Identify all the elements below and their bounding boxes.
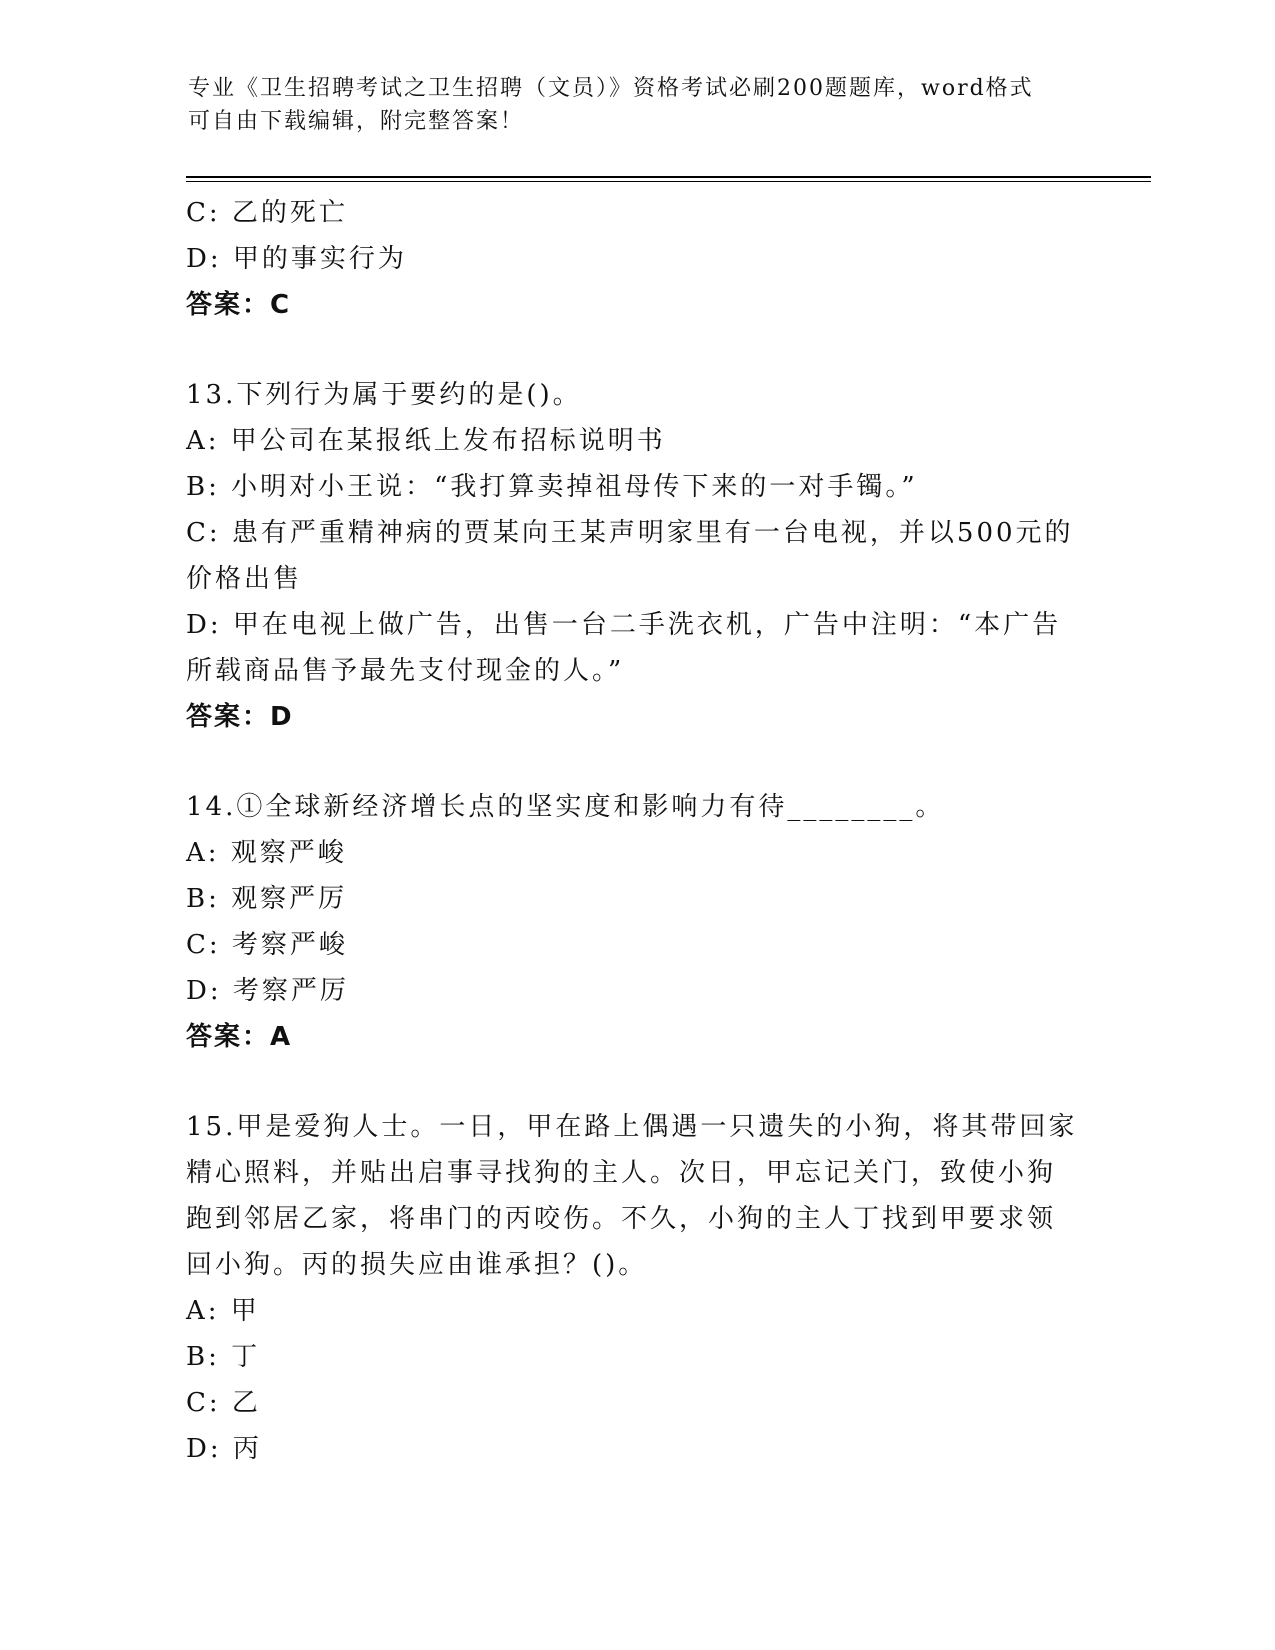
question-stem-continued: 精心照料，并贴出启事寻找狗的主人。次日，甲忘记关门，致使小狗: [186, 1158, 1057, 1188]
option-a: A: 观察严峻: [186, 838, 347, 868]
option-b: B: 丁: [186, 1342, 261, 1372]
option-d-continued: 所载商品售予最先支付现金的人。”: [186, 656, 625, 686]
answer-line: 答案：D: [186, 702, 294, 732]
option-c: C: 乙: [186, 1388, 261, 1418]
question-stem: 13.下列行为属于要约的是()。: [186, 380, 582, 410]
document-header: [188, 72, 1068, 138]
question-list: [186, 190, 1086, 1472]
question-stem-continued: 跑到邻居乙家，将串门的丙咬伤。不久，小狗的主人丁找到甲要求领: [186, 1204, 1057, 1234]
option-d: D: 丙: [186, 1434, 262, 1464]
header-line-1: 专业《卫生招聘考试之卫生招聘（文员）》资格考试必刷200题题库，word格式: [188, 76, 1034, 101]
question-15: [186, 1104, 1086, 1472]
option-d: D: 考察严厉: [186, 976, 349, 1006]
option-c: C: 乙的死亡: [186, 198, 348, 228]
header-divider-thin: [186, 181, 1151, 182]
option-a: A: 甲: [186, 1296, 260, 1326]
question-stem: 15.甲是爱狗人士。一日，甲在路上偶遇一只遗失的小狗，将其带回家: [186, 1112, 1078, 1142]
header-divider-thick: [186, 176, 1151, 178]
answer-line: 答案：A: [186, 1022, 293, 1052]
answer-line: 答案：C: [186, 290, 292, 320]
option-c-continued: 价格出售: [186, 564, 303, 594]
question-14: [186, 784, 1086, 1060]
option-a: A: 甲公司在某报纸上发布招标说明书: [186, 426, 666, 456]
question-stem-continued: 回小狗。丙的损失应由谁承担？()。: [186, 1250, 648, 1280]
header-line-2: 可自由下载编辑，附完整答案！: [188, 109, 525, 134]
question-13: [186, 372, 1086, 740]
question-stem: 14.①全球新经济增长点的坚实度和影响力有待________。: [186, 792, 945, 822]
option-d: D: 甲的事实行为: [186, 244, 407, 274]
option-c: C: 患有严重精神病的贾某向王某声明家里有一台电视，并以500元的: [186, 518, 1074, 548]
question-12-tail: [186, 190, 1086, 328]
option-c: C: 考察严峻: [186, 930, 348, 960]
option-d: D: 甲在电视上做广告，出售一台二手洗衣机，广告中注明：“本广告: [186, 610, 1062, 640]
option-b: B: 观察严厉: [186, 884, 348, 914]
option-b: B: 小明对小王说：“我打算卖掉祖母传下来的一对手镯。”: [186, 472, 918, 502]
